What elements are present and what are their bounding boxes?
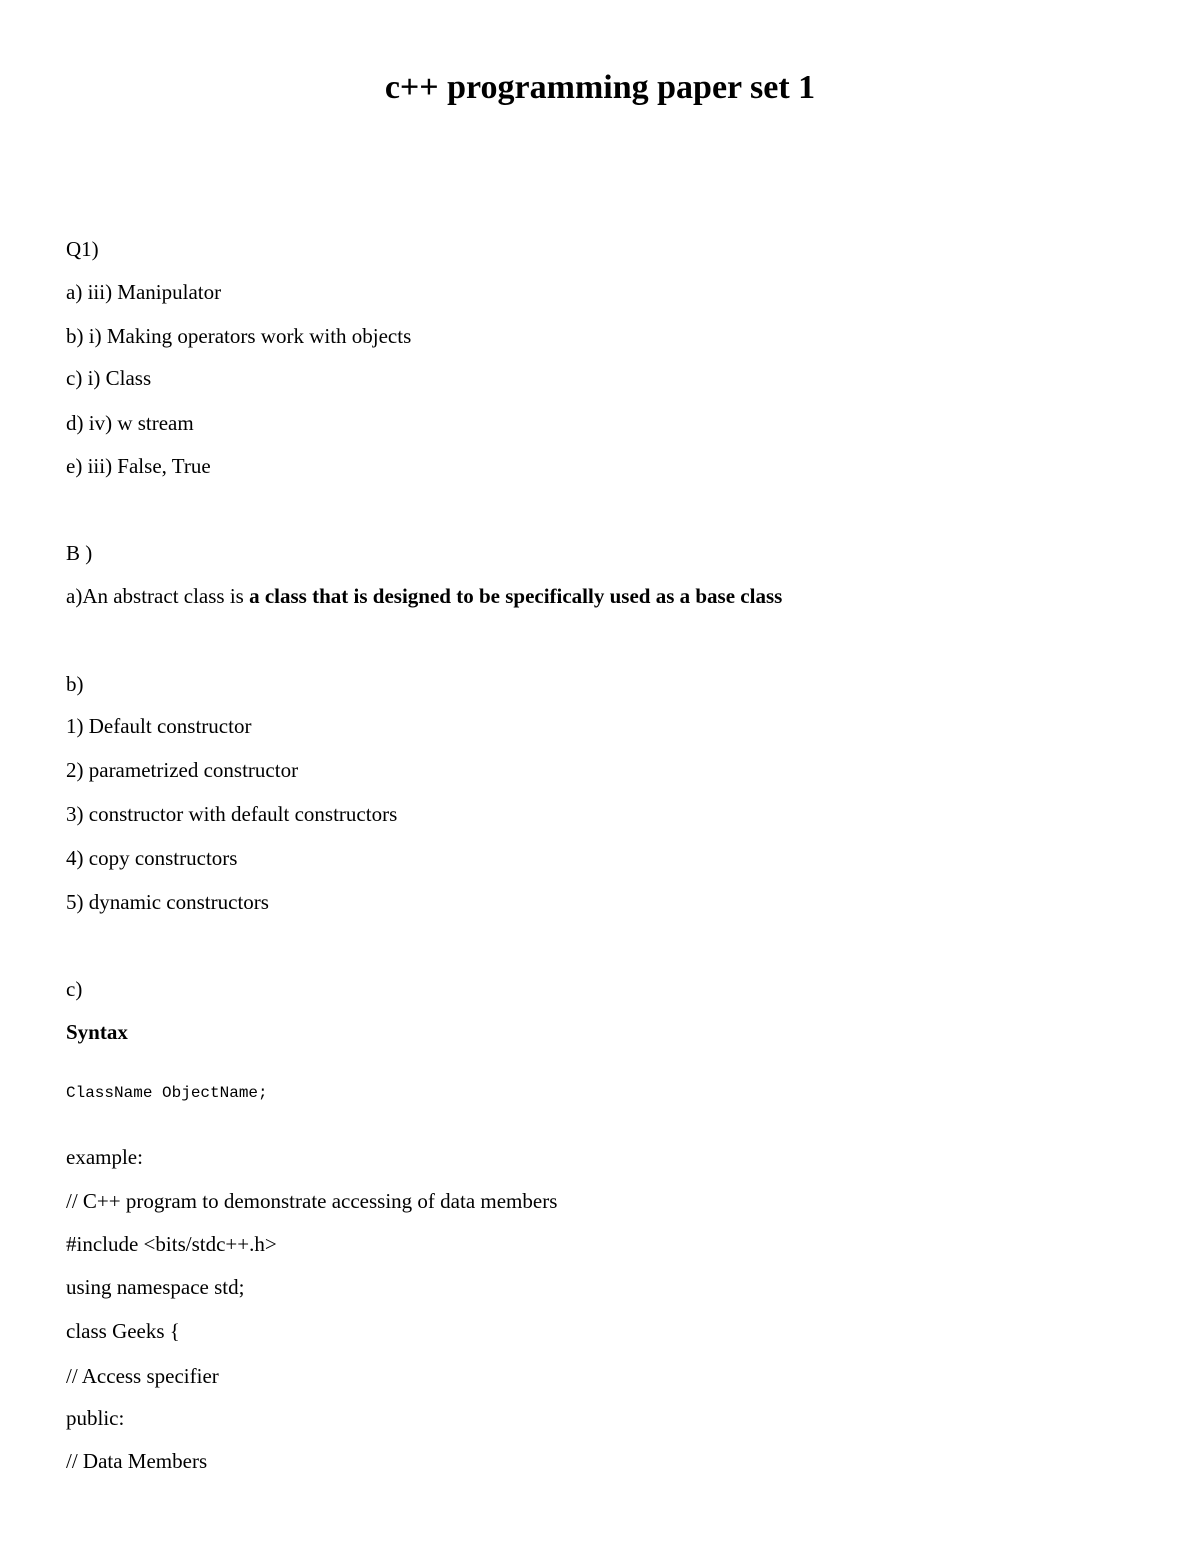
code-line-6: public: xyxy=(66,1406,125,1430)
constructor-item-4: 4) copy constructors xyxy=(66,846,238,870)
abstract-class-definition: a class that is designed to be specifically used as a base class xyxy=(249,584,783,608)
code-line-1: // C++ program to demonstrate accessing of data members xyxy=(66,1189,558,1213)
code-line-4: class Geeks { xyxy=(66,1319,180,1343)
q1-answer-e: e) iii) False, True xyxy=(66,454,211,478)
page-title: c++ programming paper set 1 xyxy=(384,69,816,106)
code-line-5: // Access specifier xyxy=(66,1364,219,1388)
constructor-item-1: 1) Default constructor xyxy=(66,714,252,738)
q1-heading: Q1) xyxy=(66,237,99,261)
constructor-item-2: 2) parametrized constructor xyxy=(66,758,299,782)
q1-answer-b: b) i) Making operators work with objects xyxy=(66,324,412,348)
code-line-2: #include <bits/stdc++.h> xyxy=(66,1232,277,1256)
constructor-item-5: 5) dynamic constructors xyxy=(66,890,269,914)
abstract-class-prefix: a)An abstract class is xyxy=(66,584,250,608)
q1-answer-d: d) iv) w stream xyxy=(66,411,194,435)
q1-answer-c: c) i) Class xyxy=(66,366,152,390)
b-sub-heading: b) xyxy=(66,672,84,696)
syntax-code: ClassName ObjectName; xyxy=(66,1084,268,1102)
q1-answer-a: a) iii) Manipulator xyxy=(66,280,222,304)
constructor-item-3: 3) constructor with default constructors xyxy=(66,802,398,826)
abstract-class-answer xyxy=(66,582,782,610)
code-line-7: // Data Members xyxy=(66,1449,208,1473)
section-b-heading: B ) xyxy=(66,541,93,565)
code-line-3: using namespace std; xyxy=(66,1275,245,1299)
syntax-label: Syntax xyxy=(66,1020,128,1044)
c-heading: c) xyxy=(66,977,83,1001)
example-label: example: xyxy=(66,1145,143,1169)
